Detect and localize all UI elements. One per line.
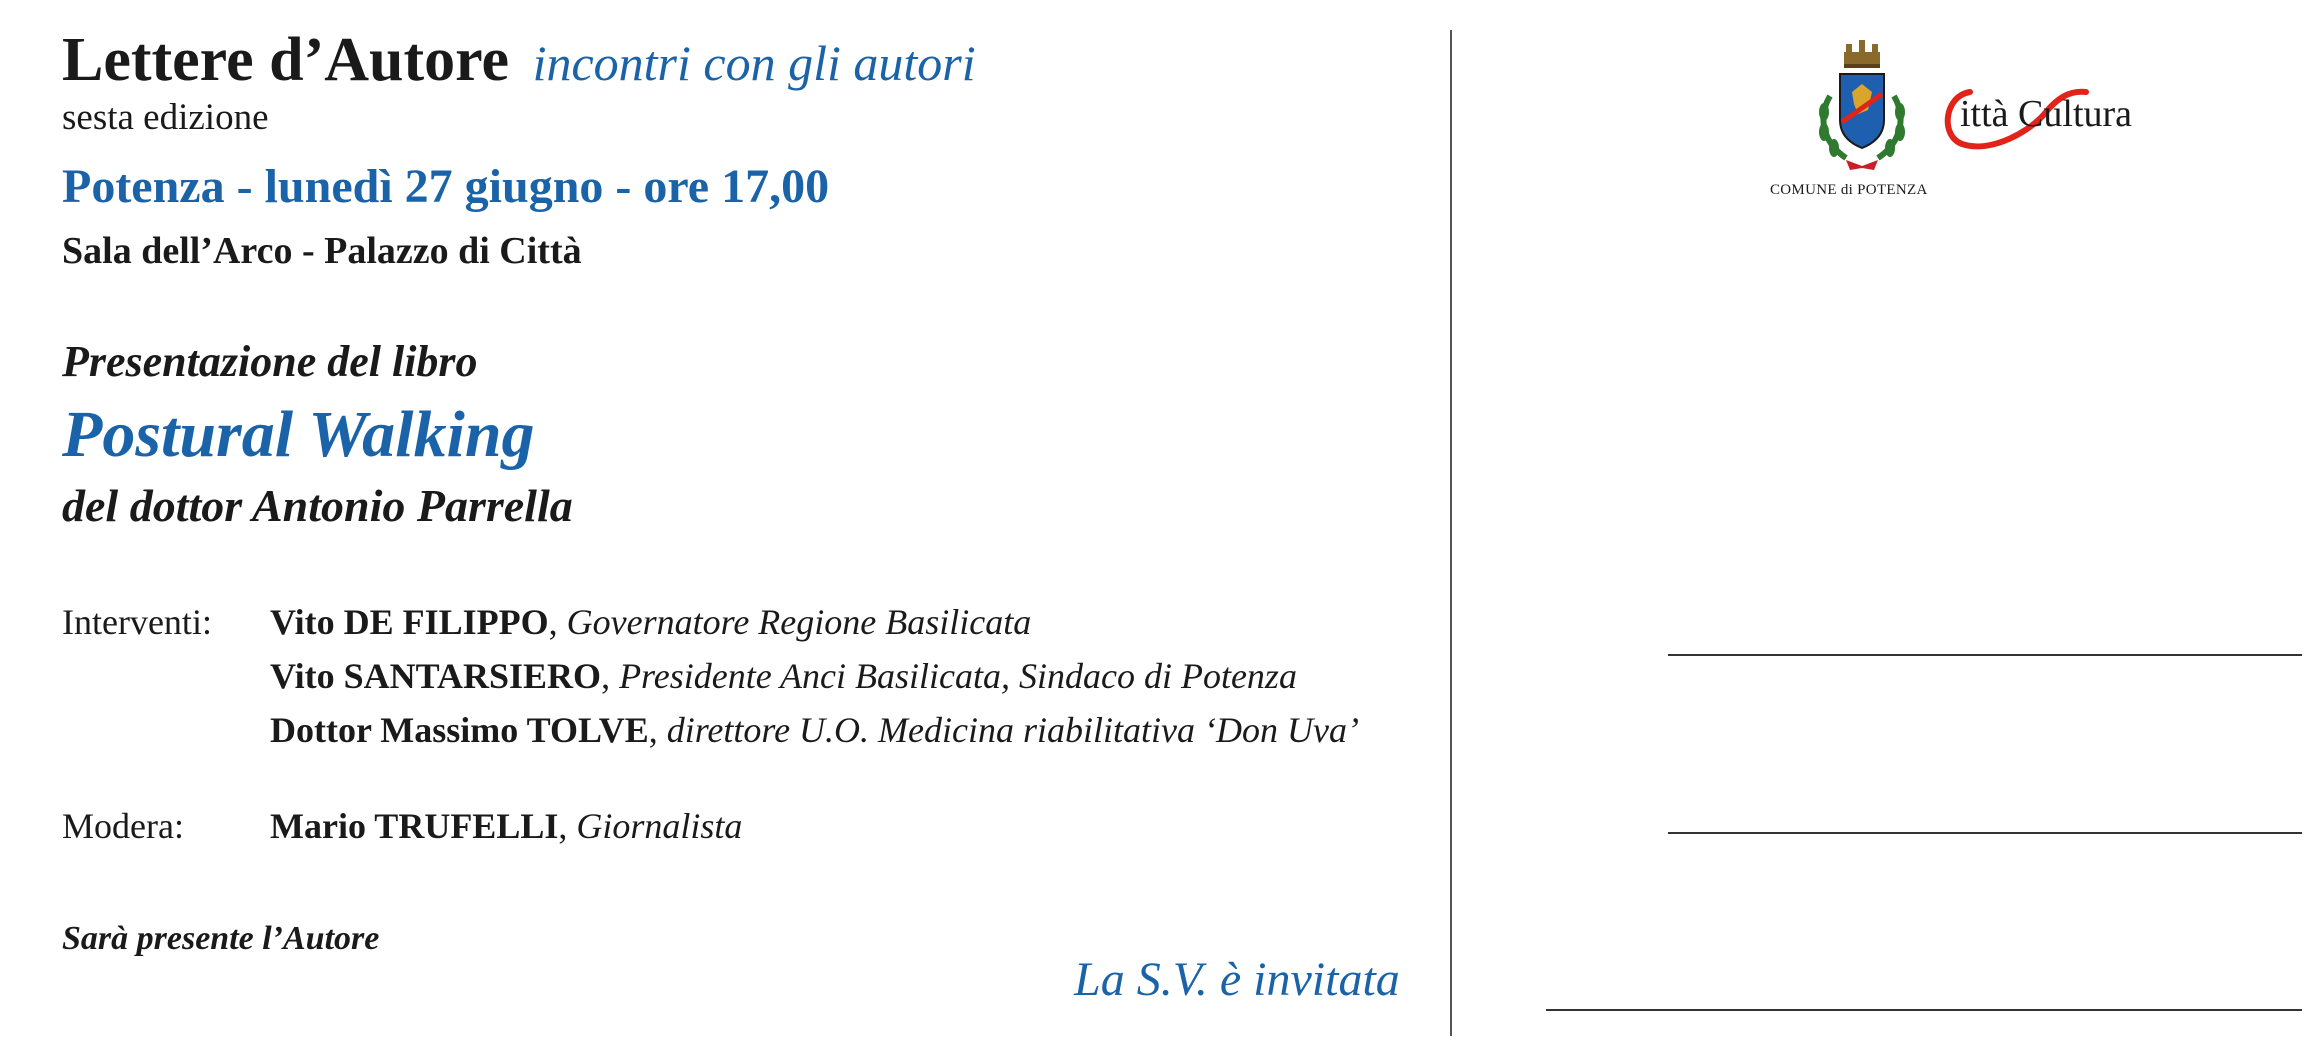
- comune-label: COMUNE di POTENZA: [1770, 182, 1928, 198]
- series-title: Lettere d’Autore: [62, 26, 510, 94]
- interventi-label: Interventi:: [62, 602, 212, 642]
- speaker-name: Dottor Massimo TOLVE: [270, 710, 649, 750]
- speaker-role: direttore U.O. Medicina riabilitativa ‘Don Uva’: [666, 710, 1359, 750]
- speaker-name: Vito DE FILIPPO: [270, 602, 549, 642]
- book-title: Postural Walking: [62, 398, 535, 471]
- event-place-date: Potenza - lunedì 27 giugno - ore 17,00: [62, 160, 830, 213]
- speaker-entry: Vito DE FILIPPO, Governatore Regione Basilicata: [270, 602, 1032, 642]
- speaker-name: Vito SANTARSIERO: [270, 656, 602, 696]
- speaker-entry: Vito SANTARSIERO, Presidente Anci Basilicata, Sindaco di Potenza: [270, 656, 1297, 696]
- moderator-role: Giornalista: [576, 806, 743, 846]
- book-author: del dottor Antonio Parrella: [62, 480, 573, 531]
- speaker-role: Presidente Anci Basilicata, Sindaco di Potenza: [619, 656, 1297, 696]
- address-line: [1546, 1009, 2302, 1011]
- edition-label: sesta edizione: [62, 97, 269, 138]
- moderator-name: Mario TRUFELLI: [270, 806, 559, 846]
- citta-cultura-logo-text: ittà Cultura: [1960, 93, 2133, 135]
- potenza-crest-icon: [1810, 36, 1914, 178]
- series-subtitle: incontri con gli autori: [532, 35, 976, 91]
- presentation-label: Presentazione del libro: [62, 337, 478, 386]
- address-line: [1668, 654, 2302, 656]
- vertical-divider: [1450, 30, 1452, 1036]
- moderator-label: Modera:: [62, 806, 184, 846]
- invitation-text-panel: [62, 0, 1442, 1042]
- series-heading: [62, 22, 976, 101]
- speaker-entry: Dottor Massimo TOLVE, direttore U.O. Medicina riabilitativa ‘Don Uva’: [270, 710, 1359, 750]
- invitation-note: La S.V. è invitata: [1074, 953, 1400, 1006]
- speaker-role: Governatore Regione Basilicata: [566, 602, 1032, 642]
- address-line: [1668, 832, 2302, 834]
- author-present-note: Sarà presente l’Autore: [62, 920, 380, 957]
- logo-area: [1770, 30, 2190, 210]
- moderator-entry: Mario TRUFELLI, Giornalista: [270, 806, 743, 846]
- event-venue: Sala dell’Arco - Palazzo di Città: [62, 230, 582, 272]
